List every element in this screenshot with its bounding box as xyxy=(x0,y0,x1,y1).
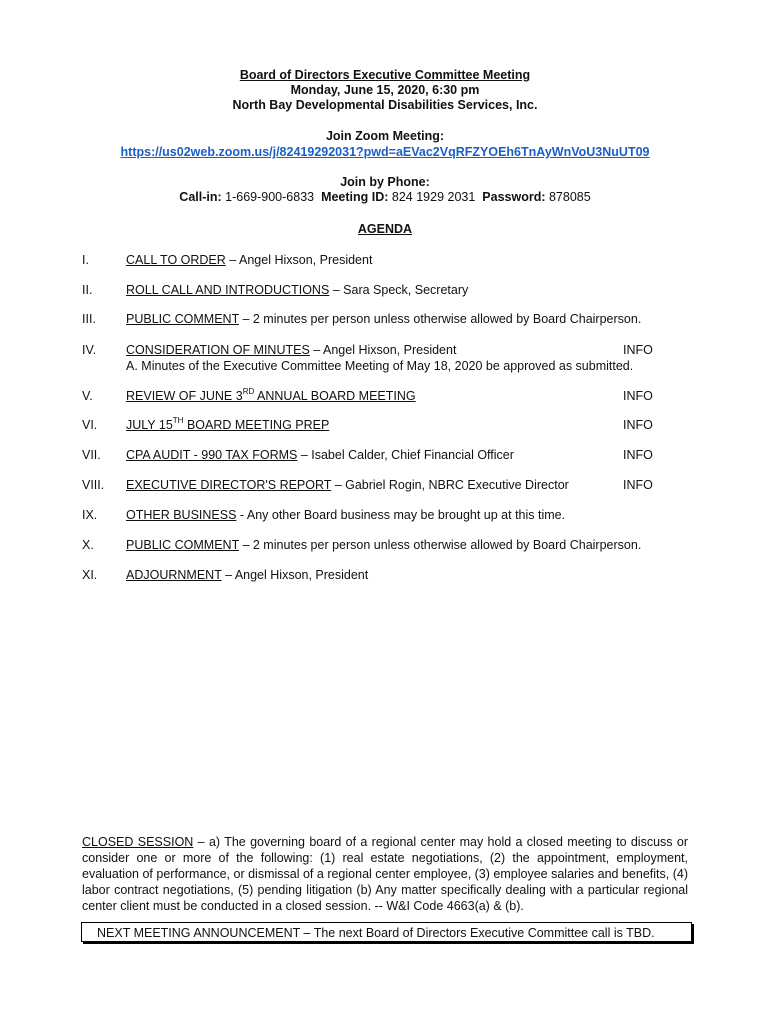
item-number: X. xyxy=(82,538,94,552)
next-meeting-announcement: NEXT MEETING ANNOUNCEMENT – The next Board of Directors Executive Committee call is TBD. xyxy=(81,922,692,942)
item-detail: – Isabel Calder, Chief Financial Officer xyxy=(297,448,514,462)
closed-session-title: CLOSED SESSION xyxy=(82,835,194,849)
call-in-line xyxy=(0,189,770,205)
item-subpoint: A. Minutes of the Executive Committee Meeting of May 18, 2020 be approved as submitted. xyxy=(126,359,634,373)
info-tag: INFO xyxy=(623,448,653,462)
item-number: V. xyxy=(82,389,93,403)
item-detail: – Gabriel Rogin, NBRC Executive Director xyxy=(331,478,569,492)
item-title: CPA AUDIT - 990 TAX FORMS xyxy=(126,448,298,462)
info-tag: INFO xyxy=(623,389,653,403)
agenda-heading: AGENDA xyxy=(357,222,413,236)
item-title: ROLL CALL AND INTRODUCTIONS xyxy=(126,283,330,297)
item-number: VIII. xyxy=(82,478,105,492)
info-tag: INFO xyxy=(623,418,653,432)
item-detail: – 2 minutes per person unless otherwise allowed by Board Chairperson. xyxy=(238,538,642,552)
item-title: EXECUTIVE DIRECTOR'S REPORT xyxy=(126,478,332,492)
item-detail: – 2 minutes per person unless otherwise allowed by Board Chairperson. xyxy=(238,312,642,326)
item-detail: – Angel Hixson, President xyxy=(309,343,457,357)
item-detail: - Any other Board business may be brought up at this time. xyxy=(236,508,566,522)
item-number: II. xyxy=(82,283,93,297)
closed-session-paragraph xyxy=(82,834,688,914)
item-title-end: ANNUAL BOARD MEETING xyxy=(254,389,416,403)
item-title: CONSIDERATION OF MINUTES xyxy=(126,343,310,357)
item-title: CALL TO ORDER xyxy=(126,253,226,267)
item-title: PUBLIC COMMENT xyxy=(126,538,239,552)
item-number: VI. xyxy=(82,418,98,432)
item-title: PUBLIC COMMENT xyxy=(126,312,239,326)
phone-label: Join by Phone: xyxy=(340,175,430,189)
meeting-id: 824 1929 2031 xyxy=(391,190,476,204)
item-number: IV. xyxy=(82,343,97,357)
ordinal-suffix: TH xyxy=(172,415,184,425)
ordinal-suffix: RD xyxy=(242,386,255,396)
organization-name: North Bay Developmental Disabilities Services, Inc. xyxy=(232,98,538,112)
info-tag: INFO xyxy=(623,478,653,492)
item-detail: – Sara Speck, Secretary xyxy=(329,283,469,297)
item-title: OTHER BUSINESS xyxy=(126,508,237,522)
meeting-date: Monday, June 15, 2020, 6:30 pm xyxy=(290,83,480,97)
meeting-id-label: Meeting ID: xyxy=(321,190,389,204)
closed-session-text: – a) The governing board of a regional center may hold a closed meeting to discuss or consider one or more of the following: (1) real estate negotiations, (2) the appointment, employment, evaluation of performance, or dismissal of a regional center employee, (3) employee salaries and benefits, (4) labor contract negotiations, (5) pending litigation (b) Any matter specifically dealing with a particular regional center client must be conducted in a closed session. -- W&I Code 4663(a) & (b). xyxy=(82,835,688,913)
item-number: VII. xyxy=(82,448,101,462)
item-detail: – Angel Hixson, President xyxy=(225,253,373,267)
password-value: 878085 xyxy=(548,190,591,204)
info-tag: INFO xyxy=(623,343,653,357)
password-label: Password: xyxy=(482,190,546,204)
item-title: REVIEW OF JUNE 3 xyxy=(126,389,243,403)
item-title: JULY 15 xyxy=(126,418,173,432)
zoom-meeting-link[interactable]: https://us02web.zoom.us/j/82419292031?pwd=aEVac2VqRFZYOEh6TnAyWnVoU3NuUT09 xyxy=(120,145,650,159)
call-in-label: Call-in: xyxy=(179,190,222,204)
call-in-number: 1-669-900-6833 xyxy=(225,190,315,204)
item-title: ADJOURNMENT xyxy=(126,568,222,582)
item-number: XI. xyxy=(82,568,98,582)
item-number: I. xyxy=(82,253,89,267)
item-detail: – Angel Hixson, President xyxy=(221,568,369,582)
meeting-title: Board of Directors Executive Committee Meeting xyxy=(239,68,531,82)
zoom-label: Join Zoom Meeting: xyxy=(325,129,445,143)
zoom-link-row xyxy=(0,144,770,160)
item-number: III. xyxy=(82,312,96,326)
item-number: IX. xyxy=(82,508,98,522)
item-title-end: BOARD MEETING PREP xyxy=(183,418,330,432)
